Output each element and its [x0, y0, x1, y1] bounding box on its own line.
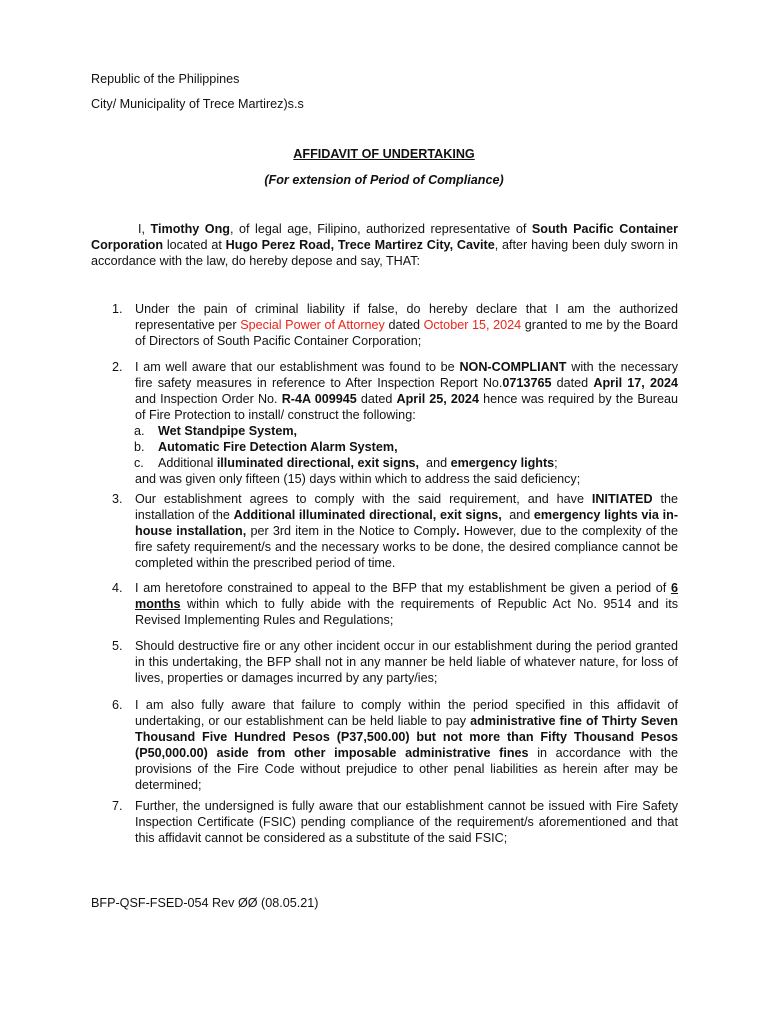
list-item-6: 6. I am also fully aware that failure to comply within the period specified in this affidavit of undertaking, or our establishment can be held liable to pay administrative fine of Thirty Seven Thousand Five Hundred Pesos (P37,500.00) but not more than Fifty Thousand Pesos (P50,000.00) aside from other imposable administrative fines in accordance with the provisions of the Fire Code without prejudice to other penal liabilities as herein after may be determined;: [112, 698, 679, 792]
affiant-name: Timothy Ong: [150, 222, 230, 236]
document-title: AFFIDAVIT OF UNDERTAKING: [293, 147, 475, 161]
extension-period: 6 months: [135, 581, 678, 611]
administrative-fine: administrative fine of Thirty Seven Thousand Five Hundred Pesos (P37,500.00) but not more than Fifty Thousand Pesos (P50,000.00) aside from other imposable administrative fines: [135, 714, 679, 760]
report-date: April 17, 2024: [593, 376, 678, 390]
list-item-3: 3. Our establishment agrees to comply with the said requirement, and have INITIATED the installation of the Additional illuminated directional, exit signs, and emergency lights via in-house installation, per 3rd item in the Notice to Comply. However, due to the complexity of the fire safety requirement/s and the necessary works to be done, the desired compliance cannot be completed within the prescribed period of time.: [112, 492, 679, 570]
list-item-7: 7. Further, the undersigned is fully aware that our establishment cannot be issued with Fire Safety Inspection Certificate (FSIC) pending compliance of the requirement/s aforementioned and that this affidavit cannot be considered as a substitute of the said FSIC;: [112, 799, 678, 845]
requirement-b: b. Automatic Fire Detection Alarm System,: [134, 440, 398, 454]
company-name: South Pacific Container Corporation: [91, 222, 678, 252]
header-municipality: City/ Municipality of Trece Martirez)s.s: [91, 97, 304, 111]
document-subtitle: (For extension of Period of Compliance): [264, 173, 504, 187]
requirements-list: [112, 423, 678, 471]
order-date: April 25, 2024: [396, 392, 479, 406]
intro-paragraph: I, Timothy Ong, of legal age, Filipino, authorized representative of South Pacific Container Corporation located at Hugo Perez Road, Trece Martirez City, Cavite, after having been duly sworn in accordance with the law, do hereby depose and say, THAT:: [91, 222, 678, 268]
requirement-c: c. Additional illuminated directional, exit signs, and emergency lights;: [134, 456, 558, 470]
form-code-footer: BFP-QSF-FSED-054 Rev ØØ (08.05.21): [91, 896, 319, 910]
list-item-5: 5. Should destructive fire or any other incident occur in our establishment during the period granted in this undertaking, the BFP shall not in any manner be held liable of whatever nature, for loss of lives, properties or damages incurred by any party/ies;: [112, 639, 678, 685]
list-item-1: 1. Under the pain of criminal liability if false, do hereby declare that I am the authorized representative per Special Power of Attorney dated October 15, 2024 granted to me by the Board of Directors of South Pacific Container Corporation;: [112, 302, 678, 348]
spa-reference: Special Power of Attorney: [240, 318, 385, 332]
header-republic: Republic of the Philippines: [91, 72, 240, 86]
deficiency-deadline: and was given only fifteen (15) days within which to address the said deficiency;: [135, 472, 581, 486]
order-number: R-4A 009945: [281, 392, 357, 406]
company-address: Hugo Perez Road, Trece Martirez City, Cavite: [225, 238, 495, 252]
report-number: 0713765: [502, 376, 552, 390]
compliance-status: NON-COMPLIANT: [459, 360, 567, 374]
list-item-4: 4. I am heretofore constrained to appeal to the BFP that my establishment be given a period of 6 months within which to fully abide with the requirements of Republic Act No. 9514 and its Revised Implementing Rules and Regulations;: [112, 581, 678, 627]
list-item-2: 2. I am well aware that our establishment was found to be NON-COMPLIANT with the necessary fire safety measures in reference to After Inspection Report No.0713765 dated April 17, 2024 and Inspection Order No. R-4A 009945 dated April 25, 2024 hence was required by the Bureau of Fire Protection to install/ construct the following: a. Wet Standpipe System, b. Automatic Fire Detection Alarm System, c. Additional illuminated directional, exit signs, and emergency lights; and was given only fifteen (15) days within which to address the said deficiency;: [112, 360, 678, 486]
spa-date: October 15, 2024: [423, 318, 522, 332]
requirement-a: a. Wet Standpipe System,: [134, 424, 298, 438]
